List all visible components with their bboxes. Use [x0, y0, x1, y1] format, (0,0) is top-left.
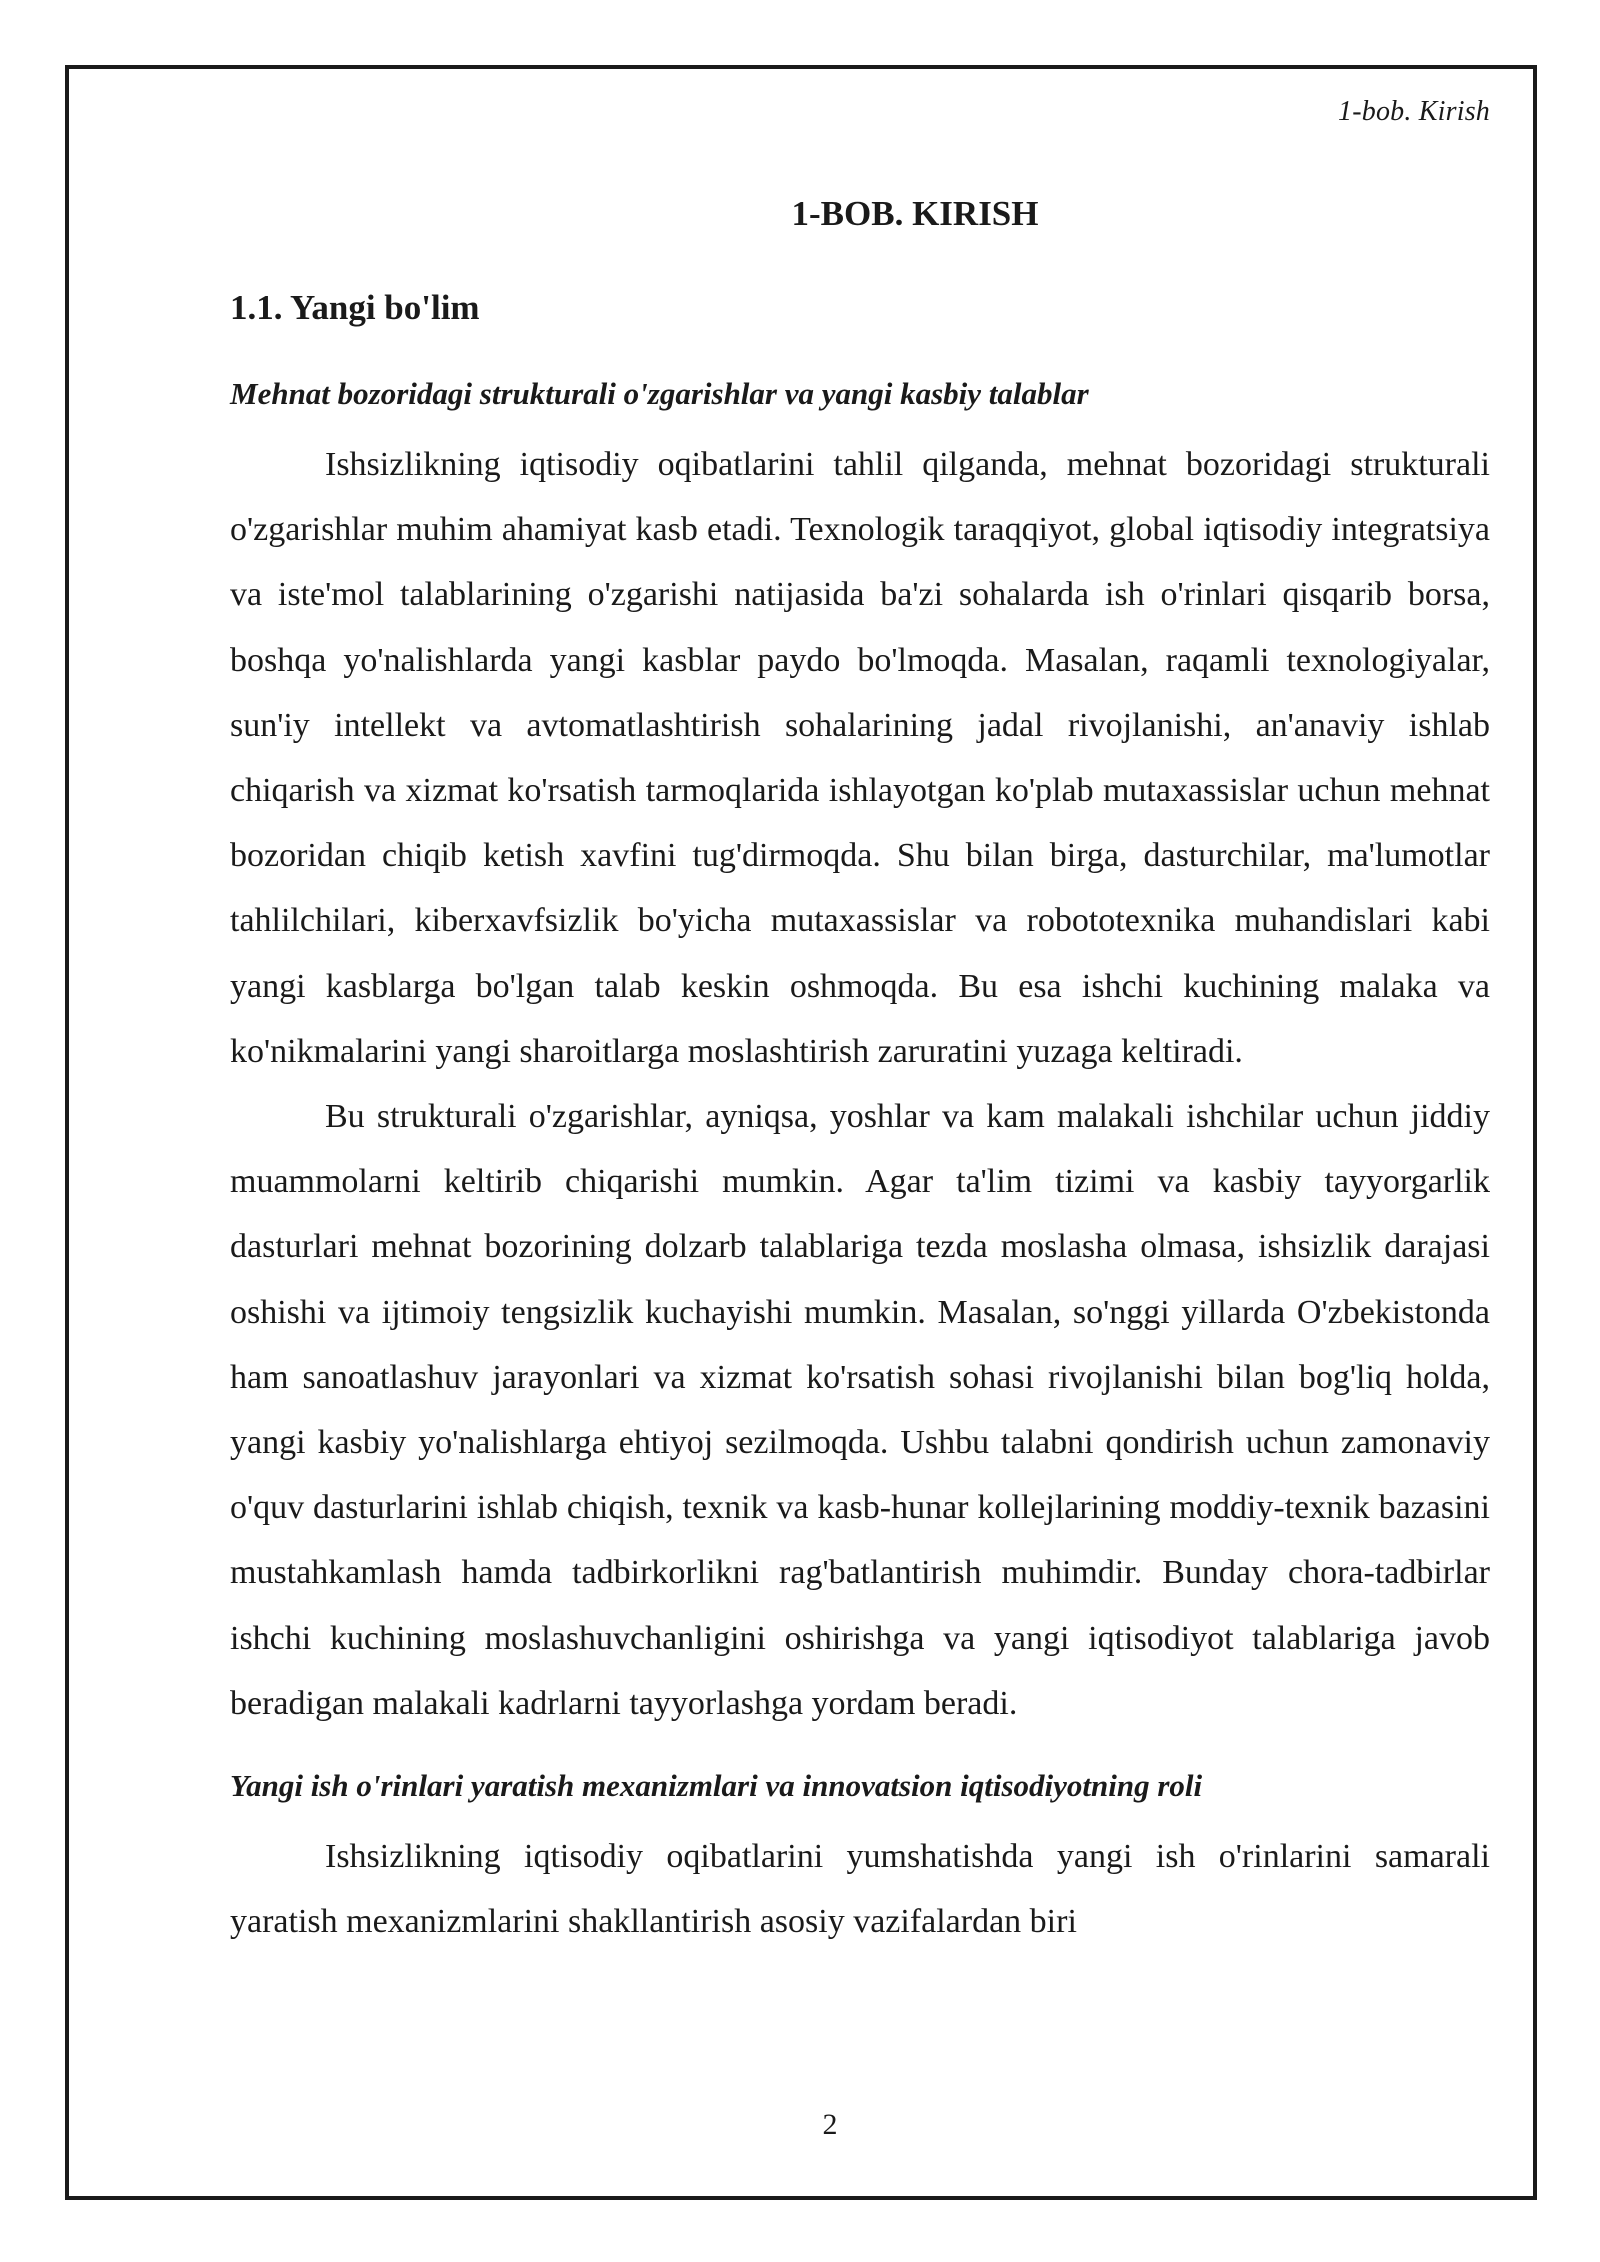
page-content	[230, 186, 1490, 1954]
paragraph: Ishsizlikning iqtisodiy oqibatlarini yumshatishda yangi ish o'rinlarini samarali yaratish mexanizmlarini shakllantirish asosiy vazifalardan biri	[230, 1838, 1490, 1941]
subsection-title: Yangi ish o'rinlari yaratish mexanizmlari va innovatsion iqtisodiyotning roli	[230, 1768, 1203, 1804]
paragraph: Ishsizlikning iqtisodiy oqibatlarini tahlil qilganda, mehnat bozoridagi strukturali o'zgarishlar muhim ahamiyat kasb etadi. Texnologik taraqqiyot, global iqtisodiy integratsiya va iste'mol talablarining o'zgarishi natijasida ba'zi sohalarda ish o'rinlari qisqarib borsa, boshqa yo'nalishlarda yangi kasblar paydo bo'lmoqda. Masalan, raqamli texnologiyalar, sun'iy intellekt va avtomatlashtirish sohalarining jadal rivojlanishi, an'anaviy ishlab chiqarish va xizmat ko'rsatish tarmoqlarida ishlayotgan ko'plab mutaxassislar uchun mehnat bozoridan chiqib ketish xavfini tug'dirmoqda. Shu bilan birga, dasturchilar, ma'lumotlar tahlilchilari, kiberxavfsizlik bo'yicha mutaxassislar va robototexnika muhandislari kabi yangi kasblarga bo'lgan talab keskin oshmoqda. Bu esa ishchi kuchining malaka va ko'nikmalarini yangi sharoitlarga moslashtirish zaruratini yuzaga keltiradi.	[230, 446, 1490, 1070]
paragraph: Bu strukturali o'zgarishlar, ayniqsa, yoshlar va kam malakali ishchilar uchun jiddiy muammolarni keltirib chiqarishi mumkin. Agar ta'lim tizimi va kasbiy tayyorgarlik dasturlari mehnat bozorining dolzarb talablariga tezda moslasha olmasa, ishsizlik darajasi oshishi va ijtimoiy tengsizlik kuchayishi mumkin. Masalan, so'nggi yillarda O'zbekistonda ham sanoatlashuv jarayonlari va xizmat ko'rsatish sohasi rivojlanishi bilan bog'liq holda, yangi kasbiy yo'nalishlarga ehtiyoj sezilmoqda. Ushbu talabni qondirish uchun zamonaviy o'quv dasturlarini ishlab chiqish, texnik va kasb-hunar kollejlarining moddiy-texnik bazasini mustahkamlash hamda tadbirkorlikni rag'batlantirish muhimdir. Bunday chora-tadbirlar ishchi kuchining moslashuvchanligini oshirishga va yangi iqtisodiyot talablariga javob beradigan malakali kadrlarni tayyorlashga yordam beradi.	[230, 1098, 1490, 1722]
running-header: 1-bob. Kirish	[1338, 96, 1490, 127]
subsection-title: Mehnat bozoridagi strukturali o'zgarishlar va yangi kasbiy talablar	[230, 376, 1089, 411]
chapter-title: 1-BOB. KIRISH	[791, 194, 1039, 233]
page-number: 2	[822, 2108, 838, 2141]
section-title: 1.1. Yangi bo'lim	[230, 288, 480, 327]
